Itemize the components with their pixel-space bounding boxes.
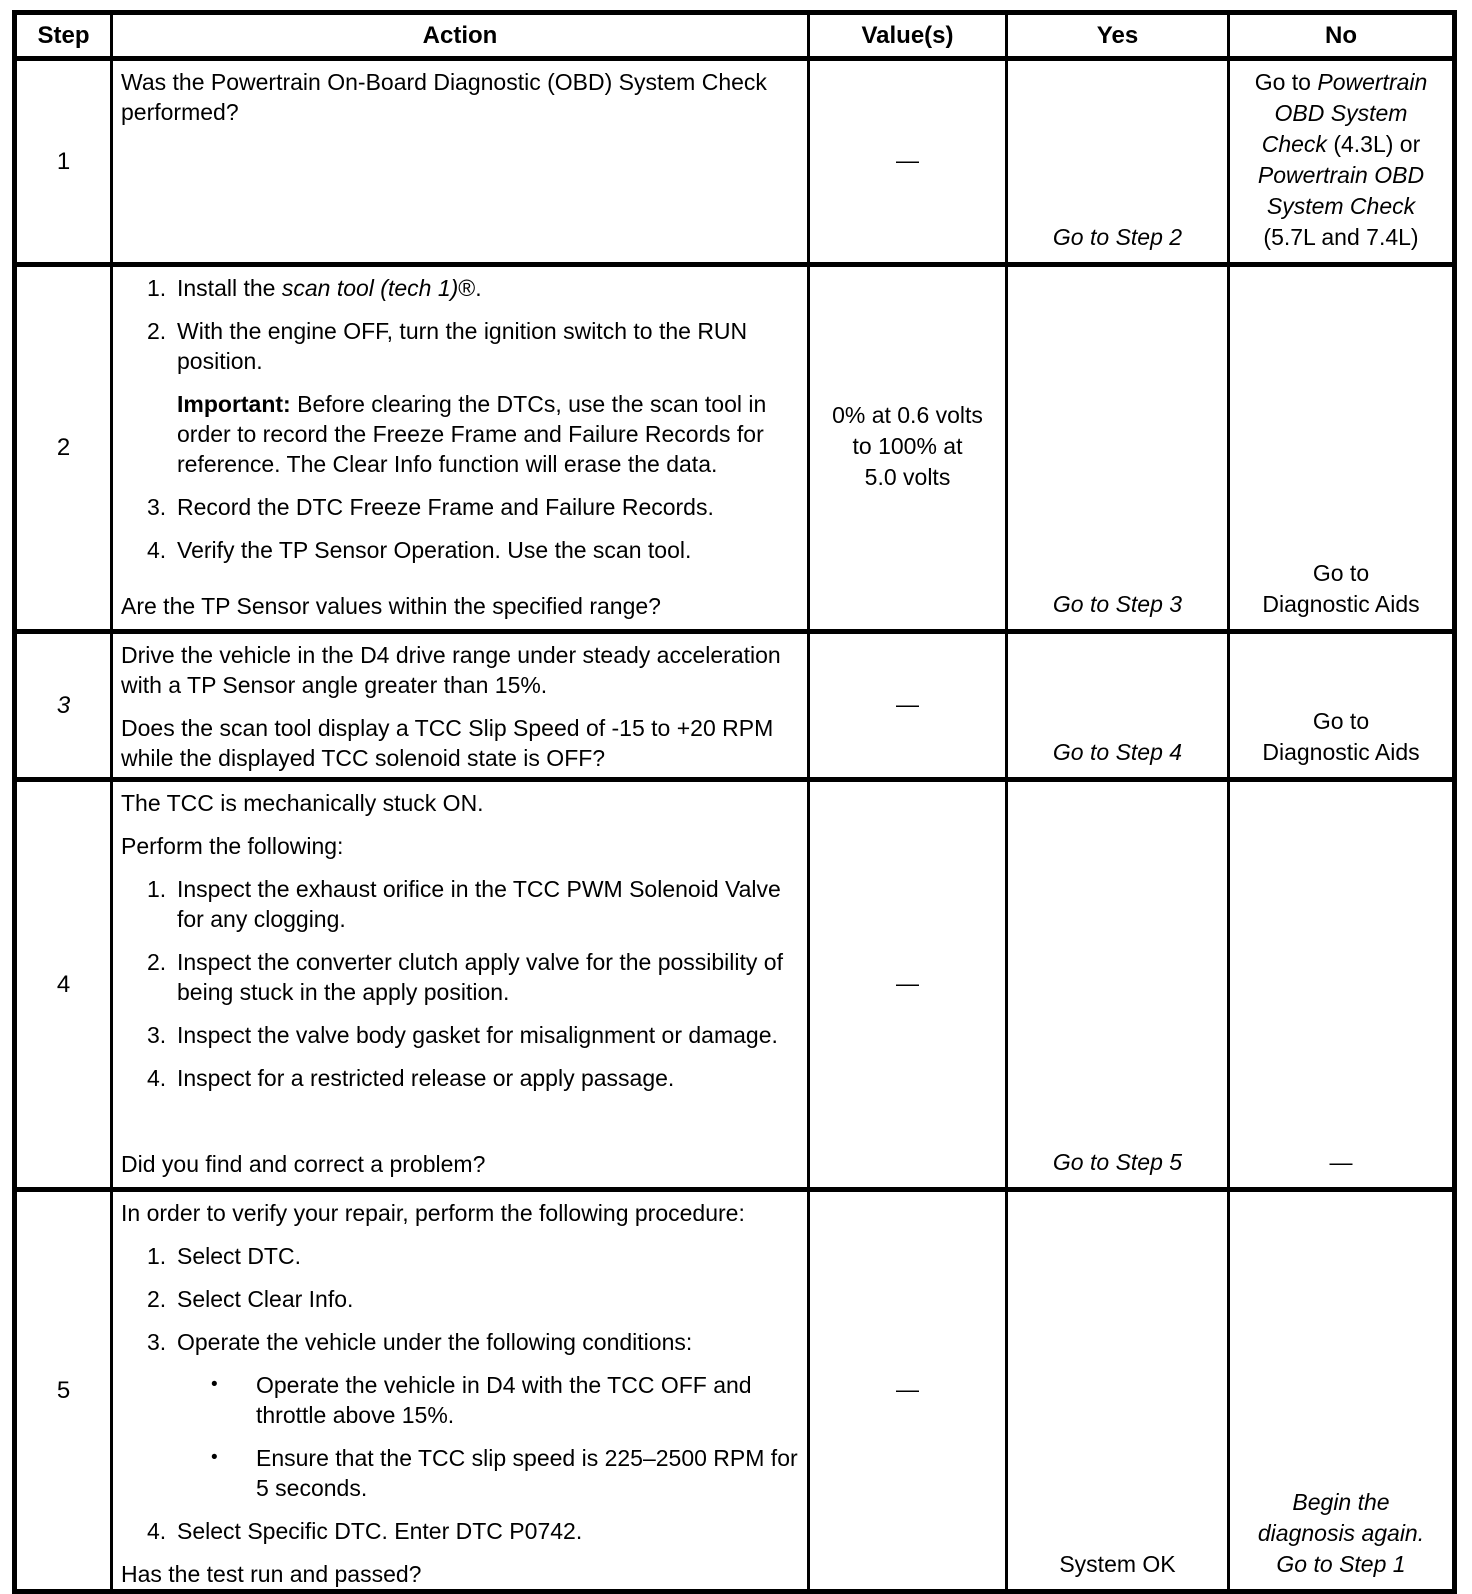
action-numbered-item: 4. Inspect for a restricted release or apply passage. [147,1065,675,1091]
action-numbered-item: 2. With the engine OFF, turn the ignition switch to the RUN position. [147,318,748,374]
no-cell-line: Diagnostic Aids [1262,591,1420,617]
values-cell-line: 0% at 0.6 volts [832,402,983,428]
no-cell [1229,59,1455,265]
action-numbered-item: 3. Operate the vehicle under the following conditions: [147,1329,693,1355]
values-cell [809,59,1007,265]
no-cell-line: diagnosis again. [1257,1520,1425,1546]
action-cell [112,1190,809,1592]
action-numbered-item: 2. Inspect the converter clutch apply valve for the possibility of being stuck in the apply position. [147,949,783,1005]
list-marker: 3. [147,494,167,520]
action-paragraph: The TCC is mechanically stuck ON. [121,790,484,816]
yes-cell [1007,265,1229,632]
list-marker: 2. [147,949,167,975]
action-numbered-item: 2. Select Clear Info. [147,1286,354,1312]
list-marker: 1. [147,275,167,301]
action-question: Are the TP Sensor values within the specified range? [121,593,661,619]
no-cell-line: Powertrain OBD [1257,162,1425,188]
table-row [15,265,1455,632]
yes-cell-line: System OK [1059,1551,1176,1577]
list-marker: 3. [147,1329,167,1355]
action-bullet-item: • Operate the vehicle in D4 with the TCC OFF and throttle above 15%. [211,1372,752,1428]
yes-cell [1007,59,1229,265]
table-row [15,632,1455,780]
action-numbered-item: 4. Select Specific DTC. Enter DTC P0742. [147,1518,583,1544]
no-cell-line: System Check [1266,193,1416,219]
table-body [15,59,1455,1592]
values-cell [809,265,1007,632]
no-cell [1229,632,1455,780]
no-cell-line: Begin the [1292,1489,1390,1515]
no-cell-line: (5.7L and 7.4L) [1263,224,1419,250]
list-marker: 4. [147,1518,167,1544]
yes-cell [1007,780,1229,1190]
action-paragraph: Drive the vehicle in the D4 drive range under steady acceleration with a TP Sensor angle greater than 15%. [121,642,781,698]
list-marker: 4. [147,1065,167,1091]
no-cell-line: Go to [1312,708,1370,734]
action-numbered-item: 1. Inspect the exhaust orifice in the TCC PWM Solenoid Valve for any clogging. [147,876,781,932]
action-note: Important: Before clearing the DTCs, use the scan tool in order to record the Freeze Frame and Failure Records for reference. The Clear Info function will erase the data. [177,391,767,477]
step-cell [15,59,112,265]
no-cell-line: OBD System [1274,100,1408,126]
column-header-action: Action [112,13,809,59]
no-cell [1229,1190,1455,1592]
values-cell [809,632,1007,780]
table-row [15,780,1455,1190]
values-cell [809,780,1007,1190]
no-cell-line: Go to Powertrain [1254,69,1428,95]
action-paragraph: In order to verify your repair, perform the following procedure: [121,1200,745,1226]
step-cell [15,1190,112,1592]
action-paragraph: Was the Powertrain On-Board Diagnostic (OBD) System Check performed? [121,69,767,125]
step-number: 3 [56,691,71,719]
yes-cell [1007,1190,1229,1592]
no-cell-line: — [1329,1149,1353,1175]
column-header-yes: Yes [1007,13,1229,59]
step-number: 5 [56,1376,71,1404]
values-cell [809,1190,1007,1592]
no-cell [1229,265,1455,632]
list-marker: 1. [147,1243,167,1269]
step-number: 4 [56,970,71,998]
column-header-no: No [1229,13,1455,59]
table-row [15,59,1455,265]
action-question: Does the scan tool display a TCC Slip Speed of -15 to +20 RPM while the displayed TCC solenoid state is OFF? [121,715,774,771]
values-cell-line: 5.0 volts [864,464,951,490]
action-question: Has the test run and passed? [121,1561,422,1587]
column-header-values: Value(s) [809,13,1007,59]
step-cell [15,780,112,1190]
action-cell [112,265,809,632]
list-marker: 4. [147,537,167,563]
yes-cell-line: Go to Step 3 [1052,591,1183,617]
step-cell [15,265,112,632]
step-cell [15,632,112,780]
list-marker: 1. [147,876,167,902]
no-cell-line: Diagnostic Aids [1262,739,1420,765]
list-marker: 3. [147,1022,167,1048]
bullet-icon: • [211,1374,218,1395]
action-cell [112,59,809,265]
yes-cell-line: Go to Step 4 [1052,739,1183,765]
no-cell-line: Go to Step 1 [1276,1551,1406,1577]
action-bullet-item: • Ensure that the TCC slip speed is 225–2500 RPM for 5 seconds. [211,1445,798,1501]
action-cell [112,632,809,780]
action-numbered-item: 3. Inspect the valve body gasket for misalignment or damage. [147,1022,778,1048]
values-cell-line: — [896,146,919,173]
list-marker: 2. [147,318,167,344]
values-cell-line: — [896,969,919,996]
step-number: 1 [56,147,71,175]
action-cell [112,780,809,1190]
values-cell-line: — [896,1375,919,1402]
action-question: Did you find and correct a problem? [121,1151,486,1177]
action-numbered-item: 1. Install the scan tool (tech 1)®. [147,275,482,301]
no-cell-line: Go to [1312,560,1370,586]
yes-cell-line: Go to Step 5 [1052,1149,1183,1175]
list-marker: 2. [147,1286,167,1312]
no-cell [1229,780,1455,1190]
action-paragraph: Perform the following: [121,833,344,859]
column-header-step: Step [15,13,112,59]
values-cell-line: to 100% at [852,433,963,459]
action-numbered-item: 3. Record the DTC Freeze Frame and Failure Records. [147,494,714,520]
values-cell-line: — [896,690,919,717]
step-number: 2 [56,434,71,461]
diagnostic-table [12,10,1457,1594]
table-row [15,1190,1455,1592]
yes-cell-line: Go to Step 2 [1052,224,1183,250]
action-numbered-item: 4. Verify the TP Sensor Operation. Use the scan tool. [147,537,692,563]
bullet-icon: • [211,1447,218,1468]
yes-cell [1007,632,1229,780]
no-cell-line: Check (4.3L) or [1261,131,1421,157]
action-numbered-item: 1. Select DTC. [147,1243,301,1269]
table-header-row [15,13,1455,59]
